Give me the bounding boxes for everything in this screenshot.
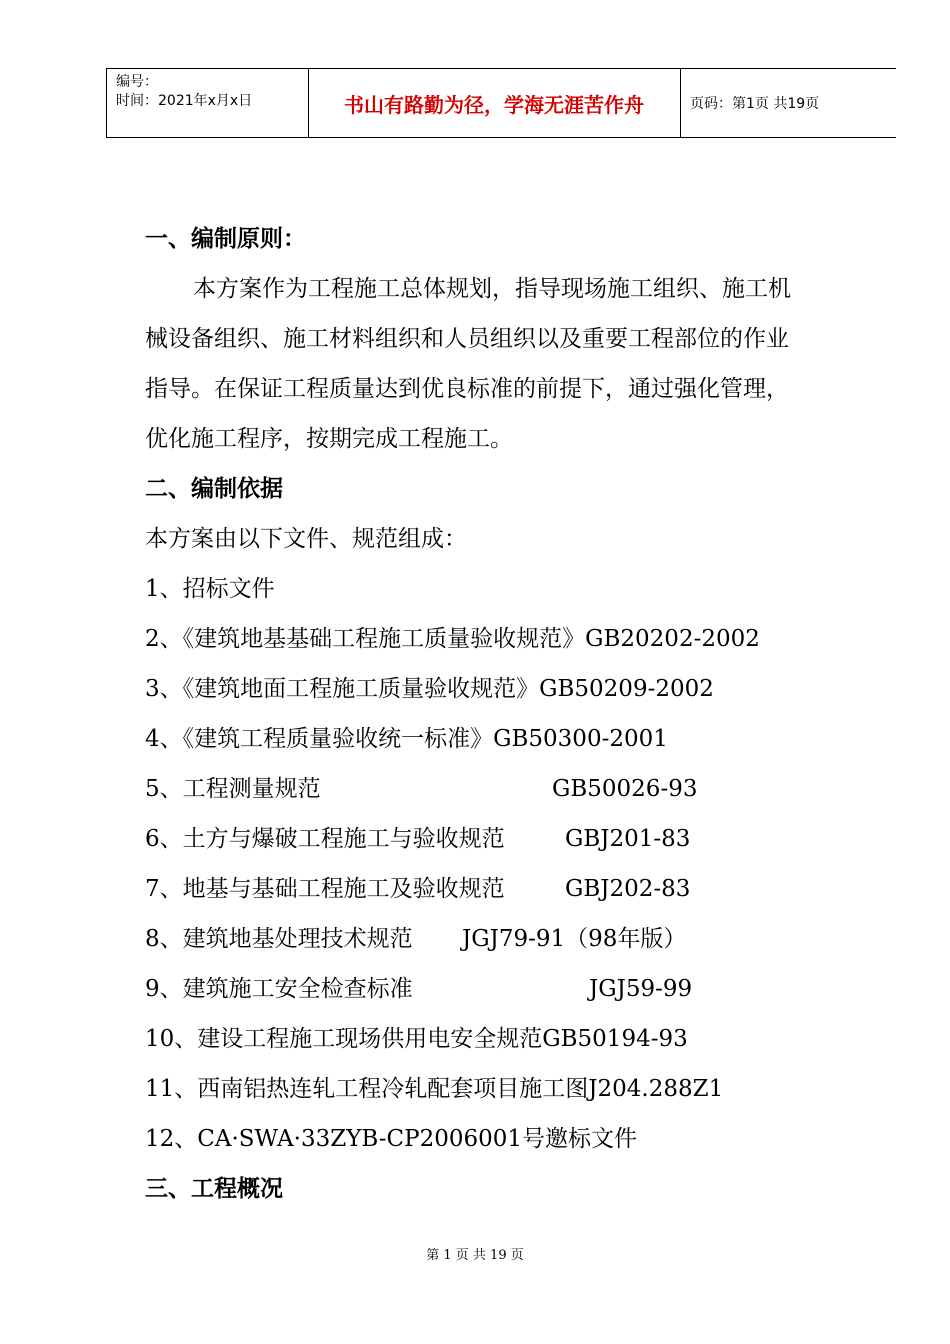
document-body [145,214,875,1214]
header-motto: 书山有路勤为径，学海无涯苦作舟 [344,92,644,117]
list-item-text: 12、CA·SWA·33ZYB-CP2006001号邀标文件 [145,1126,637,1152]
list-item [145,814,875,864]
page-header-table [106,68,896,138]
section-1-para-line: 械设备组织、施工材料组织和人员组织以及重要工程部位的作业 [145,326,789,352]
list-item [145,1114,875,1164]
list-item-text: 2、《建筑地基基础工程施工质量验收规范》GB20202-2002 [145,626,760,652]
list-item-text: 7、地基与基础工程施工及验收规范 [145,876,505,902]
header-border-left [106,69,107,137]
section-1-para-line: 指导。在保证工程质量达到优良标准的前提下，通过强化管理， [145,376,789,402]
list-item-text: 1、招标文件 [145,576,275,602]
list-item-text: 5、工程测量规范 [145,776,321,802]
header-meta [116,73,252,111]
header-number-label: 编号： [116,74,158,90]
list-item [145,864,875,914]
list-item-text: 4、《建筑工程质量验收统一标准》GB50300-2001 [145,726,668,752]
header-time-label: 时间：2021年x月x日 [116,93,253,109]
list-item-code: JGJ79-91（98年版） [462,926,687,952]
list-item [145,564,875,614]
list-item-text: 11、西南铝热连轧工程冷轧配套项目施工图J204.288Z1 [145,1076,724,1102]
list-item [145,1014,875,1064]
list-item-text: 10、建设工程施工现场供用电安全规范GB50194-93 [145,1026,688,1052]
list-item [145,664,875,714]
list-item [145,714,875,764]
list-item [145,964,875,1014]
section-2-intro: 本方案由以下文件、规范组成： [145,526,467,552]
section-3-heading: 三、工程概况 [145,1176,283,1202]
list-item [145,1064,875,1114]
list-item-text: 8、建筑地基处理技术规范 [145,926,413,952]
section-1-para-line: 优化施工程序，按期完成工程施工。 [145,426,513,452]
section-1-heading: 一、编制原则： [145,226,306,252]
header-divider-2 [680,69,681,137]
list-item [145,614,875,664]
page-footer: 第 1 页 共 19 页 [426,1248,524,1263]
list-item-code: GBJ202-83 [565,876,691,902]
list-item [145,914,875,964]
list-item [145,764,875,814]
list-item-text: 3、《建筑地面工程施工质量验收规范》GB50209-2002 [145,676,714,702]
section-2-heading: 二、编制依据 [145,476,283,502]
list-item-code: GBJ201-83 [565,826,691,852]
list-item-code: GB50026-93 [552,776,698,802]
list-item-code: JGJ59-99 [589,976,693,1002]
section-1-para-line: 本方案作为工程施工总体规划，指导现场施工组织、施工机 [193,276,791,302]
header-page-info: 页码：第1页 共19页 [690,96,820,112]
list-item-text: 9、建筑施工安全检查标准 [145,976,413,1002]
list-item-text: 6、土方与爆破工程施工与验收规范 [145,826,505,852]
